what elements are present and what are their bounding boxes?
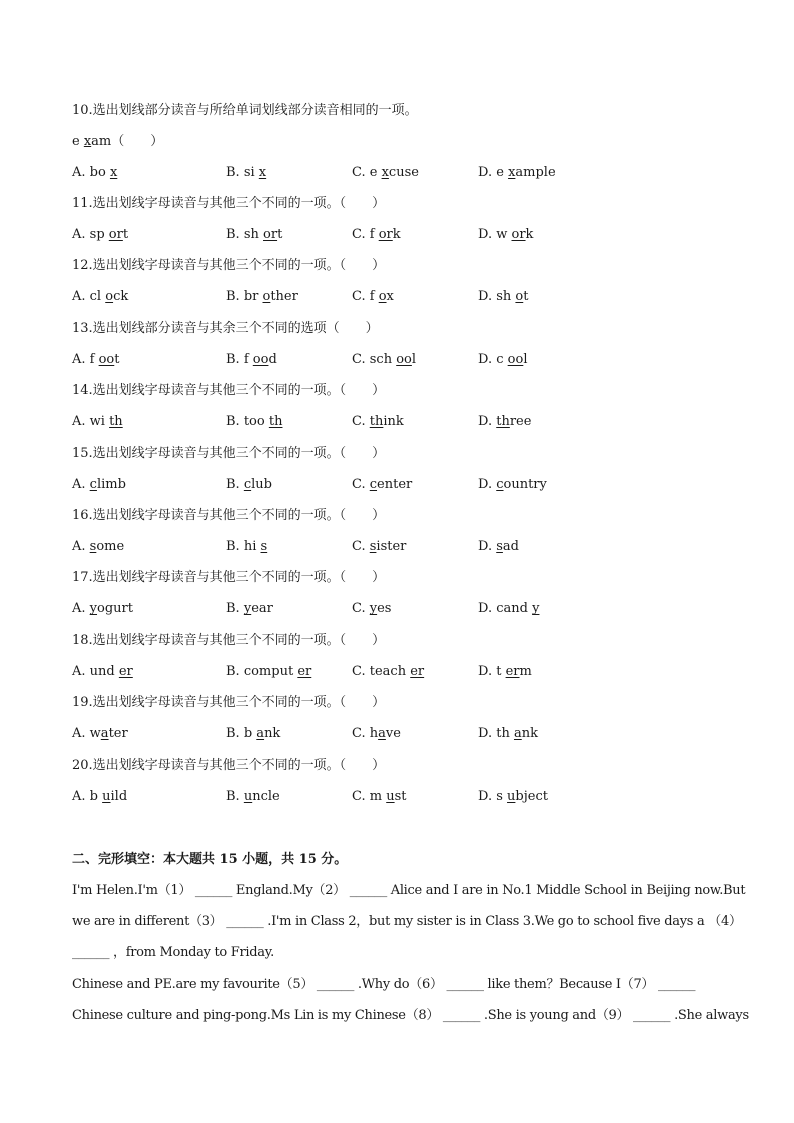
option-letter: D.: [478, 227, 497, 242]
options-row: [72, 412, 732, 432]
option-prefix: w: [89, 726, 101, 742]
option-prefix: f: [369, 289, 379, 305]
option-prefix: h: [369, 726, 379, 742]
option-underlined: x: [258, 165, 267, 180]
option-prefix: sch: [369, 351, 397, 367]
option-underlined: or: [378, 227, 393, 242]
question-stem: 20.选出划线字母读音与其他三个不同的一项。（ ）: [72, 757, 386, 773]
options-row: [72, 724, 732, 744]
question-stem: 18.选出划线字母读音与其他三个不同的一项。（ ）: [72, 632, 386, 648]
option-c[interactable]: [352, 287, 394, 307]
option-prefix: m: [369, 788, 387, 804]
option-letter: B.: [226, 227, 244, 242]
option-c[interactable]: [352, 475, 412, 495]
option-d[interactable]: [478, 350, 527, 370]
options-row: [72, 163, 732, 183]
options-row: [72, 475, 732, 495]
option-letter: B.: [226, 539, 244, 554]
option-letter: A.: [72, 476, 90, 492]
option-b[interactable]: [226, 724, 280, 744]
option-letter: B.: [226, 289, 244, 305]
option-underlined: s: [369, 539, 377, 554]
passage-line: I'm Helen.I'm（1） ______ England.My（2） ______ Alice and I are in No.1 Middle School in Beijing now.But: [72, 883, 746, 898]
option-underlined: a: [513, 726, 522, 742]
option-letter: B.: [226, 788, 244, 804]
option-b[interactable]: [226, 225, 282, 245]
option-letter: C.: [352, 539, 370, 554]
question-stem: 14.选出划线字母读音与其他三个不同的一项。（ ）: [72, 383, 386, 399]
option-underlined: x: [508, 165, 516, 180]
option-b[interactable]: [226, 662, 311, 682]
option-b[interactable]: [226, 787, 280, 807]
option-d[interactable]: [478, 225, 533, 245]
option-underlined: s: [260, 539, 268, 554]
option-suffix: nk: [264, 726, 281, 742]
option-underlined: a: [378, 726, 386, 742]
option-d[interactable]: [478, 724, 538, 744]
option-suffix: lub: [251, 476, 272, 492]
option-prefix: f: [243, 351, 253, 367]
option-letter: B.: [226, 476, 244, 492]
option-prefix: c: [496, 351, 508, 367]
option-prefix: b: [243, 726, 257, 742]
option-suffix: ear: [251, 601, 273, 617]
option-prefix: comput: [243, 663, 298, 679]
option-a[interactable]: [72, 599, 133, 619]
option-a[interactable]: [72, 412, 123, 432]
option-suffix: st: [394, 788, 407, 804]
question-stem: 12.选出划线字母读音与其他三个不同的一项。（ ）: [72, 258, 386, 274]
option-suffix: ncle: [252, 788, 280, 804]
option-underlined: u: [507, 788, 516, 804]
option-suffix: ck: [113, 289, 129, 305]
option-suffix: ter: [108, 726, 128, 742]
option-underlined: y: [243, 601, 252, 617]
option-prefix: e: [369, 165, 382, 180]
option-suffix: t: [277, 227, 283, 242]
option-suffix: ome: [96, 539, 125, 554]
option-prefix: hi: [243, 539, 261, 554]
option-letter: D.: [478, 601, 497, 617]
option-underlined: x: [109, 165, 118, 180]
option-letter: D.: [478, 476, 497, 492]
option-suffix: k: [525, 227, 534, 242]
option-a[interactable]: [72, 163, 117, 183]
option-underlined: o: [262, 289, 271, 305]
passage-line: Chinese and PE.are my favourite（5） ______ .Why do（6） ______ like them？Because I（7） ______: [72, 976, 696, 992]
option-underlined: s: [89, 539, 97, 554]
option-letter: A.: [72, 165, 90, 180]
option-underlined: o: [515, 289, 524, 305]
option-underlined: er: [297, 663, 312, 679]
option-underlined: or: [263, 227, 278, 242]
option-a[interactable]: [72, 225, 128, 245]
question-stem: 19.选出划线字母读音与其他三个不同的一项。（ ）: [72, 695, 386, 711]
option-c[interactable]: [352, 724, 401, 744]
option-suffix: k: [392, 227, 401, 242]
option-suffix: es: [377, 601, 392, 617]
option-a[interactable]: [72, 537, 124, 557]
option-prefix: b: [89, 788, 103, 804]
question-stem: 11.选出划线字母读音与其他三个不同的一项。（ ）: [72, 196, 386, 211]
option-letter: B.: [226, 663, 244, 679]
option-a[interactable]: [72, 350, 120, 370]
option-letter: A.: [72, 663, 90, 679]
option-letter: C.: [352, 726, 370, 742]
option-suffix: m: [519, 663, 532, 679]
option-letter: C.: [352, 601, 370, 617]
option-underlined: u: [102, 788, 111, 804]
option-letter: D.: [478, 165, 497, 180]
option-suffix: ve: [385, 726, 401, 742]
option-suffix: l: [523, 351, 528, 367]
option-underlined: th: [369, 414, 384, 430]
option-suffix: ample: [515, 165, 556, 180]
option-suffix: ister: [376, 539, 407, 554]
option-letter: B.: [226, 726, 244, 742]
option-letter: A.: [72, 289, 90, 305]
option-c[interactable]: [352, 787, 407, 807]
option-suffix: ad: [502, 539, 519, 554]
option-suffix: bject: [515, 788, 548, 804]
option-prefix: s: [496, 788, 508, 804]
option-d[interactable]: [478, 163, 556, 183]
option-letter: A.: [72, 351, 90, 367]
option-prefix: teach: [369, 663, 411, 679]
option-underlined: th: [268, 414, 283, 430]
option-prefix: th: [496, 726, 514, 742]
option-underlined: th: [109, 414, 123, 430]
option-prefix: w: [496, 227, 512, 242]
option-b[interactable]: [226, 599, 273, 619]
option-suffix: limb: [96, 476, 126, 492]
question-stem: 15.选出划线字母读音与其他三个不同的一项。（ ）: [72, 445, 386, 461]
option-suffix: ild: [110, 788, 128, 804]
option-suffix: ountry: [503, 476, 547, 492]
option-c[interactable]: [352, 225, 401, 245]
option-suffix: d: [268, 351, 277, 367]
option-underlined: er: [505, 663, 520, 679]
option-letter: C.: [352, 476, 370, 492]
option-prefix: sp: [89, 227, 109, 242]
option-c[interactable]: [352, 163, 419, 183]
option-underlined: s: [496, 539, 503, 554]
option-prefix: und: [89, 663, 119, 679]
option-prefix: sh: [496, 289, 516, 305]
option-prefix: t: [496, 663, 506, 679]
option-suffix: ogurt: [97, 601, 133, 617]
option-letter: A.: [72, 539, 90, 554]
options-row: [72, 787, 732, 807]
option-underlined: o: [105, 289, 114, 305]
option-d[interactable]: [478, 662, 532, 682]
options-row: [72, 599, 732, 619]
option-letter: D.: [478, 726, 497, 742]
options-row: [72, 350, 732, 370]
option-b[interactable]: [226, 475, 272, 495]
option-letter: D.: [478, 289, 497, 305]
option-a[interactable]: [72, 662, 133, 682]
option-prefix: wi: [89, 414, 110, 430]
option-letter: C.: [352, 351, 370, 367]
option-suffix: t: [523, 289, 529, 305]
option-prefix: si: [243, 165, 259, 180]
option-b[interactable]: [226, 537, 267, 557]
option-d[interactable]: [478, 475, 547, 495]
option-underlined: c: [89, 476, 97, 492]
option-c[interactable]: [352, 350, 416, 370]
given-word-prefix: e: [72, 134, 84, 149]
option-a[interactable]: [72, 475, 126, 495]
option-prefix: f: [89, 351, 99, 367]
question-stem: 10.选出划线部分读音与所给单词划线部分读音相同的一项。: [72, 103, 418, 118]
option-a[interactable]: [72, 287, 128, 307]
option-underlined: c: [496, 476, 504, 492]
option-underlined: er: [118, 663, 133, 679]
option-underlined: c: [243, 476, 252, 492]
option-suffix: t: [114, 351, 120, 367]
options-row: [72, 225, 732, 245]
option-d[interactable]: [478, 287, 528, 307]
option-suffix: enter: [377, 476, 413, 492]
option-prefix: bo: [89, 165, 110, 180]
option-letter: B.: [226, 165, 244, 180]
option-letter: B.: [226, 351, 244, 367]
option-letter: C.: [352, 165, 370, 180]
section-title: 二、完形填空：本大题共 15 小题，共 15 分。: [72, 852, 348, 867]
option-underlined: a: [256, 726, 265, 742]
option-underlined: u: [243, 788, 253, 804]
option-underlined: er: [410, 663, 425, 679]
option-prefix: too: [243, 414, 269, 430]
option-letter: C.: [352, 414, 370, 430]
option-c[interactable]: [352, 662, 424, 682]
option-suffix: ther: [270, 289, 298, 305]
option-underlined: c: [369, 476, 378, 492]
option-c[interactable]: [352, 537, 406, 557]
given-word-underlined: x: [83, 134, 92, 149]
option-underlined: y: [532, 601, 540, 617]
option-b[interactable]: [226, 163, 266, 183]
option-a[interactable]: [72, 787, 127, 807]
option-d[interactable]: [478, 537, 519, 557]
option-letter: C.: [352, 227, 370, 242]
option-letter: C.: [352, 788, 370, 804]
option-underlined: oo: [252, 351, 269, 367]
option-letter: A.: [72, 601, 90, 617]
option-letter: A.: [72, 788, 90, 804]
option-letter: B.: [226, 414, 244, 430]
option-suffix: nk: [521, 726, 538, 742]
option-letter: C.: [352, 663, 370, 679]
options-row: [72, 537, 732, 557]
option-prefix: br: [243, 289, 263, 305]
option-a[interactable]: [72, 724, 128, 744]
option-prefix: cl: [89, 289, 106, 305]
option-letter: A.: [72, 414, 90, 430]
option-underlined: oo: [98, 351, 115, 367]
given-word-suffix: am（ ）: [91, 134, 164, 149]
options-row: [72, 287, 732, 307]
option-d[interactable]: [478, 412, 531, 432]
option-suffix: ree: [509, 414, 532, 430]
option-suffix: cuse: [388, 165, 419, 180]
option-underlined: y: [89, 601, 98, 617]
option-b[interactable]: [226, 350, 277, 370]
option-d[interactable]: [478, 787, 548, 807]
option-underlined: x: [381, 165, 389, 180]
option-underlined: y: [369, 601, 378, 617]
option-underlined: a: [100, 726, 109, 742]
option-suffix: t: [122, 227, 129, 242]
option-letter: B.: [226, 601, 244, 617]
option-underlined: oo: [507, 351, 524, 367]
option-letter: D.: [478, 539, 497, 554]
option-c[interactable]: [352, 412, 404, 432]
option-underlined: oo: [396, 351, 412, 367]
options-row: [72, 662, 732, 682]
option-underlined: or: [511, 227, 526, 242]
option-underlined: th: [496, 414, 510, 430]
option-underlined: or: [108, 227, 123, 242]
given-word: [72, 132, 163, 152]
question-stem: 16.选出划线字母读音与其他三个不同的一项。（ ）: [72, 508, 386, 523]
option-d[interactable]: [478, 599, 539, 619]
passage-line: ______ ，from Monday to Friday.: [72, 945, 274, 961]
option-prefix: sh: [243, 227, 264, 242]
option-letter: D.: [478, 414, 497, 430]
option-suffix: l: [411, 351, 417, 367]
option-prefix: e: [496, 165, 509, 180]
option-letter: C.: [352, 289, 370, 305]
option-b[interactable]: [226, 287, 298, 307]
option-underlined: o: [378, 289, 387, 305]
option-letter: A.: [72, 227, 90, 242]
question-stem: 17.选出划线字母读音与其他三个不同的一项。（ ）: [72, 570, 386, 586]
option-underlined: u: [386, 788, 395, 804]
option-suffix: ink: [383, 414, 404, 430]
option-suffix: x: [386, 289, 394, 305]
option-prefix: f: [369, 227, 379, 242]
option-letter: A.: [72, 726, 90, 742]
option-b[interactable]: [226, 412, 282, 432]
question-stem: 13.选出划线部分读音与其余三个不同的选项（ ）: [72, 320, 379, 336]
passage-line: Chinese culture and ping-pong.Ms Lin is my Chinese（8） ______ .She is young and（9） ______ .She always: [72, 1007, 749, 1023]
option-letter: D.: [478, 351, 497, 367]
option-letter: D.: [478, 663, 497, 679]
option-c[interactable]: [352, 599, 391, 619]
passage-line: we are in different（3） ______ .I'm in Class 2，but my sister is in Class 3.We go to school five days a （4）: [72, 914, 742, 930]
option-prefix: cand: [496, 601, 533, 617]
option-letter: D.: [478, 788, 497, 804]
